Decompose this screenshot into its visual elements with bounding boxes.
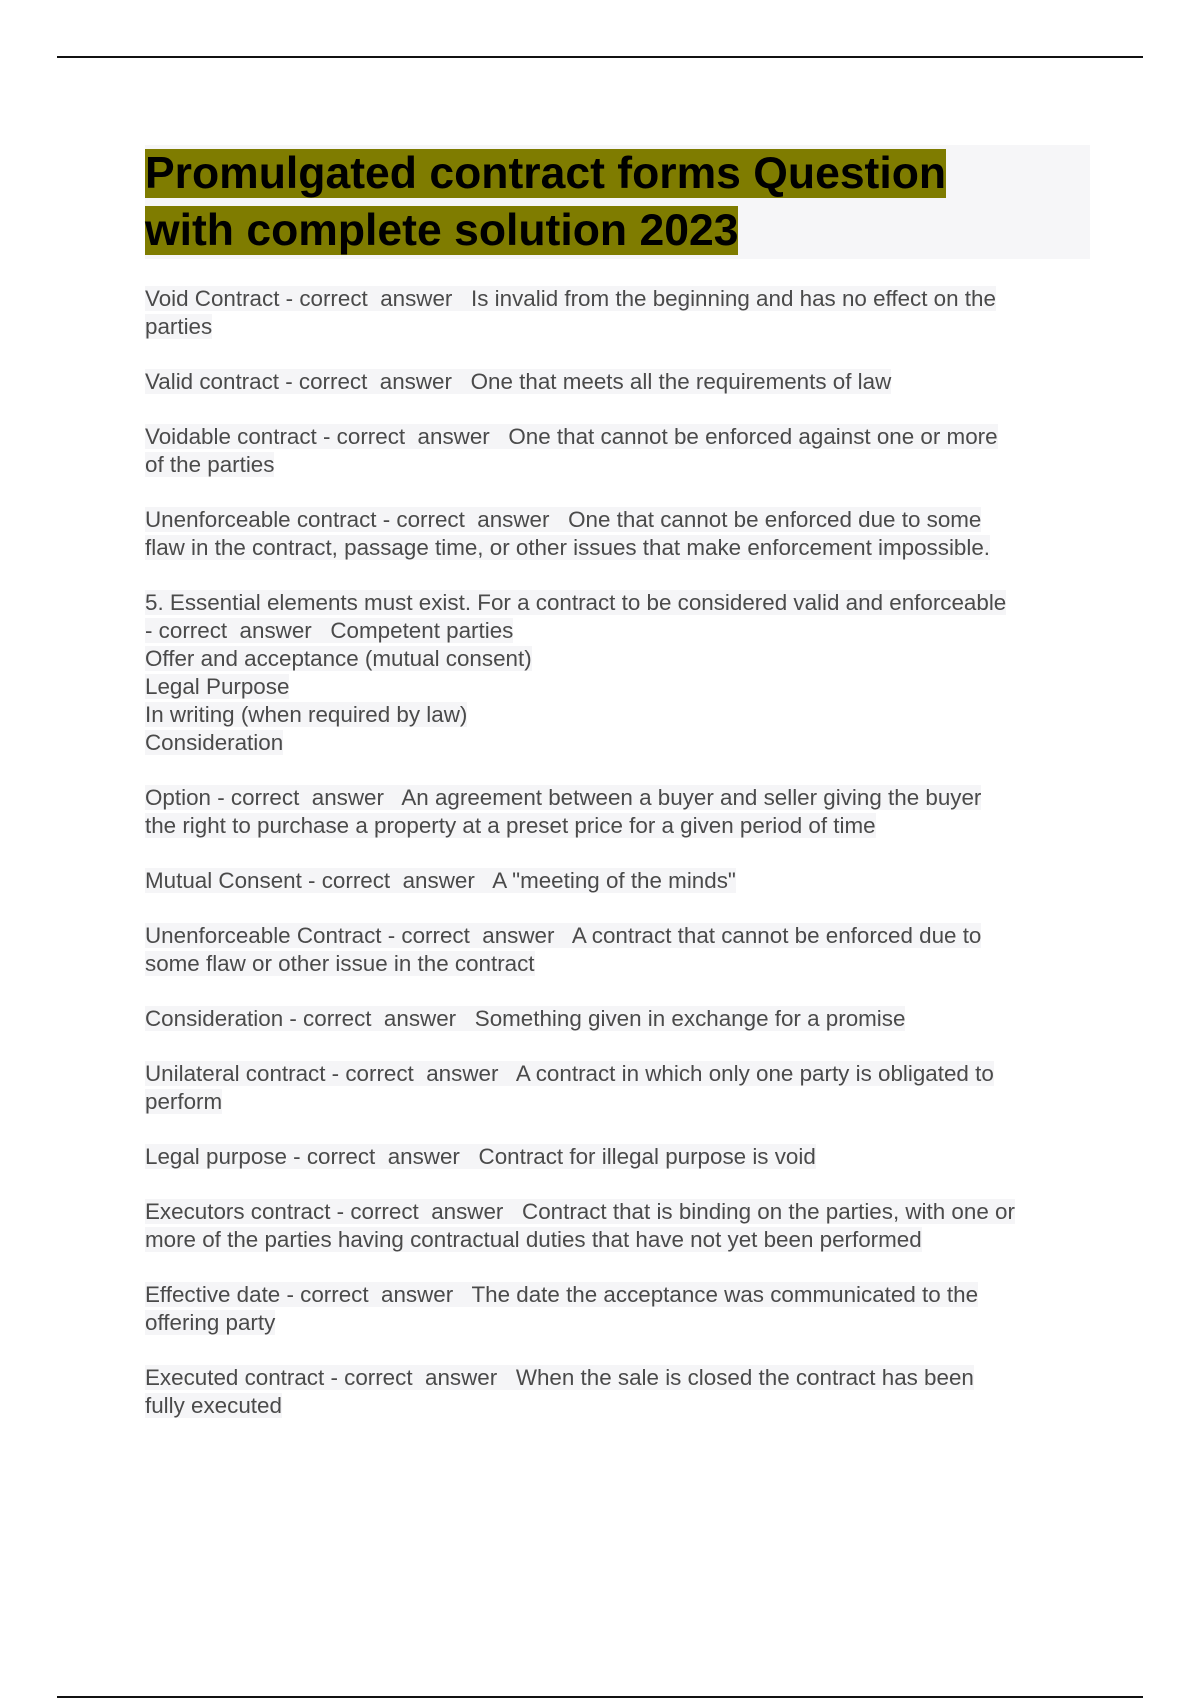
qa-entry-line [145,812,1090,840]
qa-entry-text: Effective date - correct answer The date the acceptance was communicated to the [145,1282,979,1307]
document-title [145,145,1090,259]
qa-entry [145,1143,1090,1171]
qa-entry [145,423,1090,479]
header-rule [57,56,1143,58]
qa-entry-line [145,729,1090,757]
qa-entry-text: Consideration [145,730,284,755]
qa-entry [145,1005,1090,1033]
qa-entry [145,285,1090,341]
qa-entry-line [145,867,1090,895]
qa-entry-line [145,506,1090,534]
qa-entry-line [145,1088,1090,1116]
qa-entry-text: Mutual Consent - correct answer A "meeting of the minds" [145,868,736,893]
qa-entry-line [145,1143,1090,1171]
qa-list [145,285,1090,1420]
qa-entry [145,867,1090,895]
qa-entry [145,1198,1090,1254]
qa-entry [145,1364,1090,1420]
qa-entry-text: fully executed [145,1393,282,1418]
qa-entry-text: flaw in the contract, passage time, or other issues that make enforcement impossible. [145,535,991,560]
qa-entry-text: 5. Essential elements must exist. For a contract to be considered valid and enforceable [145,590,1007,615]
qa-entry-line [145,1364,1090,1392]
qa-entry-text: Void Contract - correct answer Is invalid from the beginning and has no effect on the [145,286,996,311]
qa-entry-text: offering party [145,1310,276,1335]
qa-entry-text: In writing (when required by law) [145,702,468,727]
qa-entry-text: of the parties [145,452,275,477]
qa-entry [145,922,1090,978]
qa-entry-text: parties [145,314,213,339]
qa-entry-line [145,1005,1090,1033]
qa-entry-text: Executors contract - correct answer Contract that is binding on the parties, with one or [145,1199,1015,1224]
qa-entry-text: Valid contract - correct answer One that meets all the requirements of law [145,369,892,394]
qa-entry-text: Unenforceable Contract - correct answer A contract that cannot be enforced due to [145,923,982,948]
qa-entry [145,1281,1090,1337]
qa-entry-line [145,922,1090,950]
footer-rule [57,1696,1143,1698]
qa-entry-line [145,423,1090,451]
document-body [145,145,1090,1447]
qa-entry-text: more of the parties having contractual duties that have not yet been performed [145,1227,922,1252]
qa-entry-text: perform [145,1089,223,1114]
qa-entry-line [145,645,1090,673]
qa-entry-text: the right to purchase a property at a preset price for a given period of time [145,813,876,838]
qa-entry-text: Offer and acceptance (mutual consent) [145,646,532,671]
title-line-2: with complete solution 2023 [145,206,739,255]
qa-entry-line [145,368,1090,396]
qa-entry [145,506,1090,562]
qa-entry-line [145,1281,1090,1309]
qa-entry-text: Unilateral contract - correct answer A contract in which only one party is obligated to [145,1061,994,1086]
qa-entry-text: Option - correct answer An agreement between a buyer and seller giving the buyer [145,785,982,810]
qa-entry-line [145,1226,1090,1254]
qa-entry-text: Legal Purpose [145,674,290,699]
title-line-1: Promulgated contract forms Question [145,149,947,198]
qa-entry-line [145,950,1090,978]
qa-entry-line [145,534,1090,562]
qa-entry [145,368,1090,396]
qa-entry [145,1060,1090,1116]
qa-entry-line [145,285,1090,313]
qa-entry-line [145,1060,1090,1088]
qa-entry [145,784,1090,840]
qa-entry-text: some flaw or other issue in the contract [145,951,535,976]
qa-entry-line [145,701,1090,729]
qa-entry-text: Consideration - correct answer Something given in exchange for a promise [145,1006,906,1031]
qa-entry-text: Executed contract - correct answer When the sale is closed the contract has been [145,1365,974,1390]
qa-entry-line [145,1309,1090,1337]
qa-entry-line [145,617,1090,645]
qa-entry-text: Voidable contract - correct answer One that cannot be enforced against one or more [145,424,998,449]
qa-entry-line [145,784,1090,812]
qa-entry-text: Legal purpose - correct answer Contract for illegal purpose is void [145,1144,816,1169]
qa-entry-line [145,673,1090,701]
qa-entry-text: Unenforceable contract - correct answer One that cannot be enforced due to some [145,507,982,532]
qa-entry-text: - correct answer Competent parties [145,618,514,643]
qa-entry-line [145,1198,1090,1226]
qa-entry [145,589,1090,757]
qa-entry-line [145,313,1090,341]
qa-entry-line [145,1392,1090,1420]
title-block [145,145,1090,259]
qa-entry-line [145,451,1090,479]
qa-entry-line [145,589,1090,617]
